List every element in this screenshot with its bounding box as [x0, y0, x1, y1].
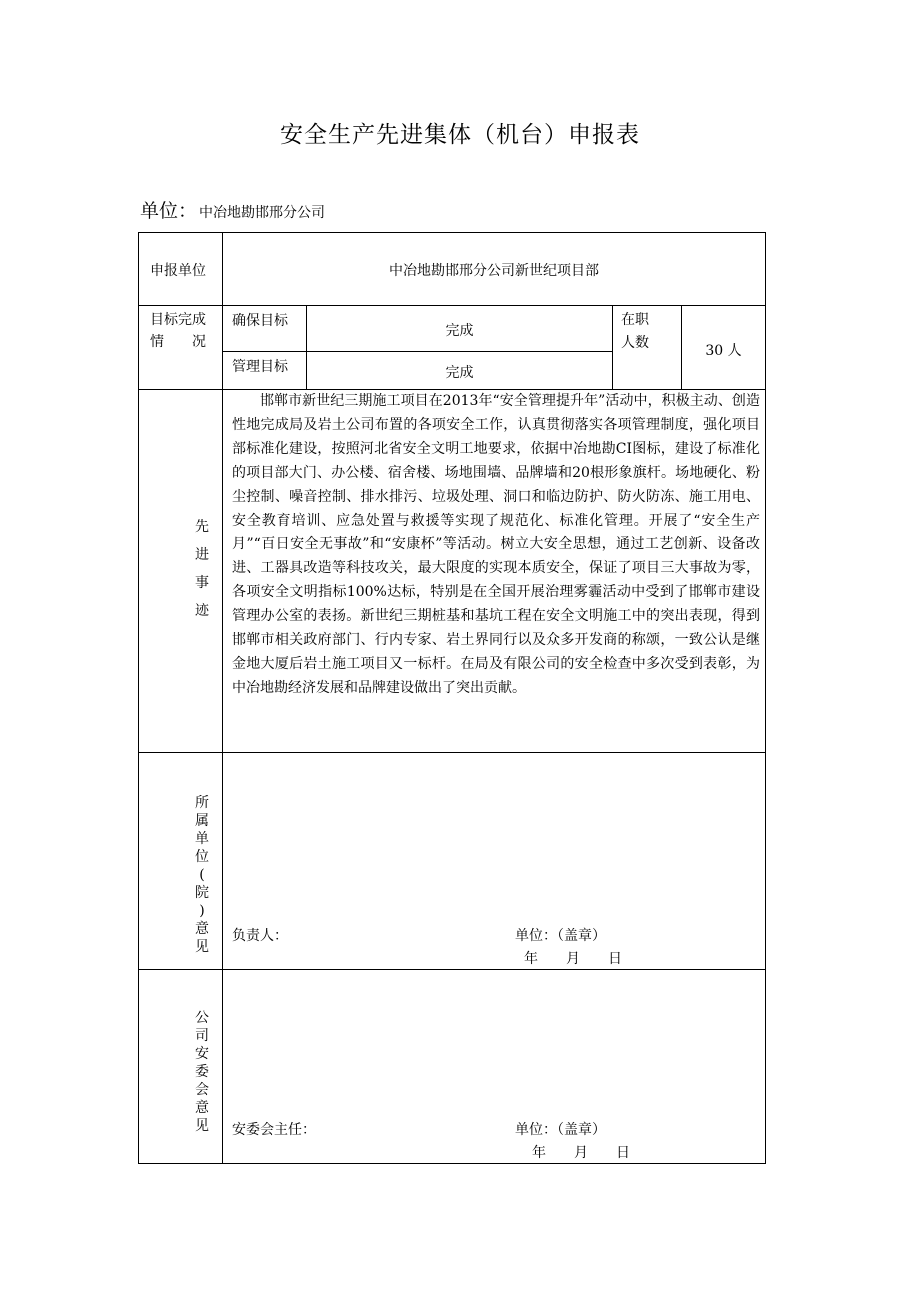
unit-line [140, 196, 325, 223]
committee-label-char: 司 [195, 1028, 209, 1044]
affiliated-label-char: 属 [195, 813, 209, 829]
row-divider [138, 305, 766, 306]
committee-label-char: 安 [195, 1046, 209, 1062]
column-divider [222, 232, 223, 1164]
table-border-left [138, 232, 139, 1164]
committee-opinion-label [194, 1009, 210, 1135]
table-border-top [138, 232, 766, 233]
committee-label-char: 见 [195, 1118, 209, 1134]
unit-value: 中冶地勘邯邢分公司 [199, 205, 326, 221]
staff-count-value: 30 人 [705, 343, 742, 359]
responsible-person-label: 负责人： [232, 928, 288, 944]
affiliated-date: 年 月 日 [524, 951, 622, 967]
column-divider [612, 305, 613, 389]
page-title: 安全生产先进集体（机台）申报表 [280, 122, 640, 148]
applicant-value: 中冶地勘邯邢分公司新世纪项目部 [389, 263, 599, 279]
committee-label-char: 委 [195, 1064, 209, 1080]
table-border-right [765, 232, 766, 1164]
committee-date: 年 月 日 [532, 1145, 630, 1161]
deeds-description: 邯郸市新世纪三期施工项目在2013年“安全管理提升年”活动中，积极主动、创造性地完成局及岩土公司布置的各项安全工作，认真贯彻落实各项管理制度，强化项目部标准化建设，按照河北省安全文明工地要求，依据中冶地勘CI图标，建设了标准化的项目部大门、办公楼、宿舍楼、场地围墙、品牌墙和20根形象旗杆。场地硬化、粉尘控制、噪音控制、排水排污、垃圾处理、洞口和临边防护、防火防冻、施工用电、安全教育培训、应急处置与救援等实现了规范化、标准化管理。开展了“安全生产月”“百日安全无事故”和“安康杯”等活动。树立大安全思想，通过工艺创新、设备改进、工器具改造等科技攻关，最大限度的实现本质安全，保证了项目三大事故为零，各项安全文明指标100%达标，特别是在全国开展治理雾霾活动中受到了邯郸市建设管理办公室的表扬。新世纪三期桩基和基坑工程在安全文明施工中的突出表现，得到邯郸市相关政府部门、行内专家、岩土界同行以及众多开发商的称颂，一致公认是继金地大厦后岩土施工项目又一标杆。在局及有限公司的安全检查中多次受到表彰，为中冶地勘经济发展和品牌建设做出了突出贡献。 [232, 393, 760, 696]
target-label-line1: 目标完成 [150, 312, 206, 328]
affiliated-label-char: 意 [195, 921, 209, 937]
deeds-label [194, 513, 210, 625]
staff-label-line2: 人数 [621, 335, 649, 351]
affiliated-label-char: ( [199, 867, 205, 883]
affiliated-label-char: 单 [195, 831, 209, 847]
row-divider [138, 969, 766, 970]
affiliated-opinion-label [194, 794, 210, 956]
committee-label-char: 会 [195, 1082, 209, 1098]
table-border-bottom [138, 1163, 766, 1164]
committee-seal-label: 单位：（盖章） [515, 1122, 606, 1138]
staff-label-line1: 在职 [621, 312, 649, 328]
committee-director-label: 安委会主任： [232, 1122, 316, 1138]
deeds-label-char: 迹 [195, 603, 209, 619]
affiliated-label-char: 见 [195, 939, 209, 955]
applicant-label: 申报单位 [150, 263, 206, 279]
row-divider [222, 351, 612, 352]
affiliated-label-char: 位 [195, 849, 209, 865]
unit-label: 单位： [140, 200, 198, 222]
committee-label-char: 公 [195, 1010, 209, 1026]
deeds-label-char: 进 [195, 547, 209, 563]
affiliated-label-char: 所 [195, 795, 209, 811]
management-target-value: 完成 [445, 365, 474, 381]
deeds-label-char: 事 [195, 575, 209, 591]
row-divider [138, 752, 766, 753]
affiliated-label-char: 院 [195, 885, 209, 901]
deeds-label-char: 先 [195, 519, 209, 535]
management-target-label: 管理目标 [232, 359, 288, 375]
application-form-table [138, 232, 766, 1164]
affiliated-label-char: ) [199, 903, 205, 919]
affiliated-seal-label: 单位：（盖章） [515, 928, 606, 944]
ensure-target-label: 确保目标 [232, 313, 288, 329]
committee-label-char: 意 [195, 1100, 209, 1116]
ensure-target-value: 完成 [445, 323, 474, 339]
target-label-line2: 情 况 [150, 334, 206, 350]
